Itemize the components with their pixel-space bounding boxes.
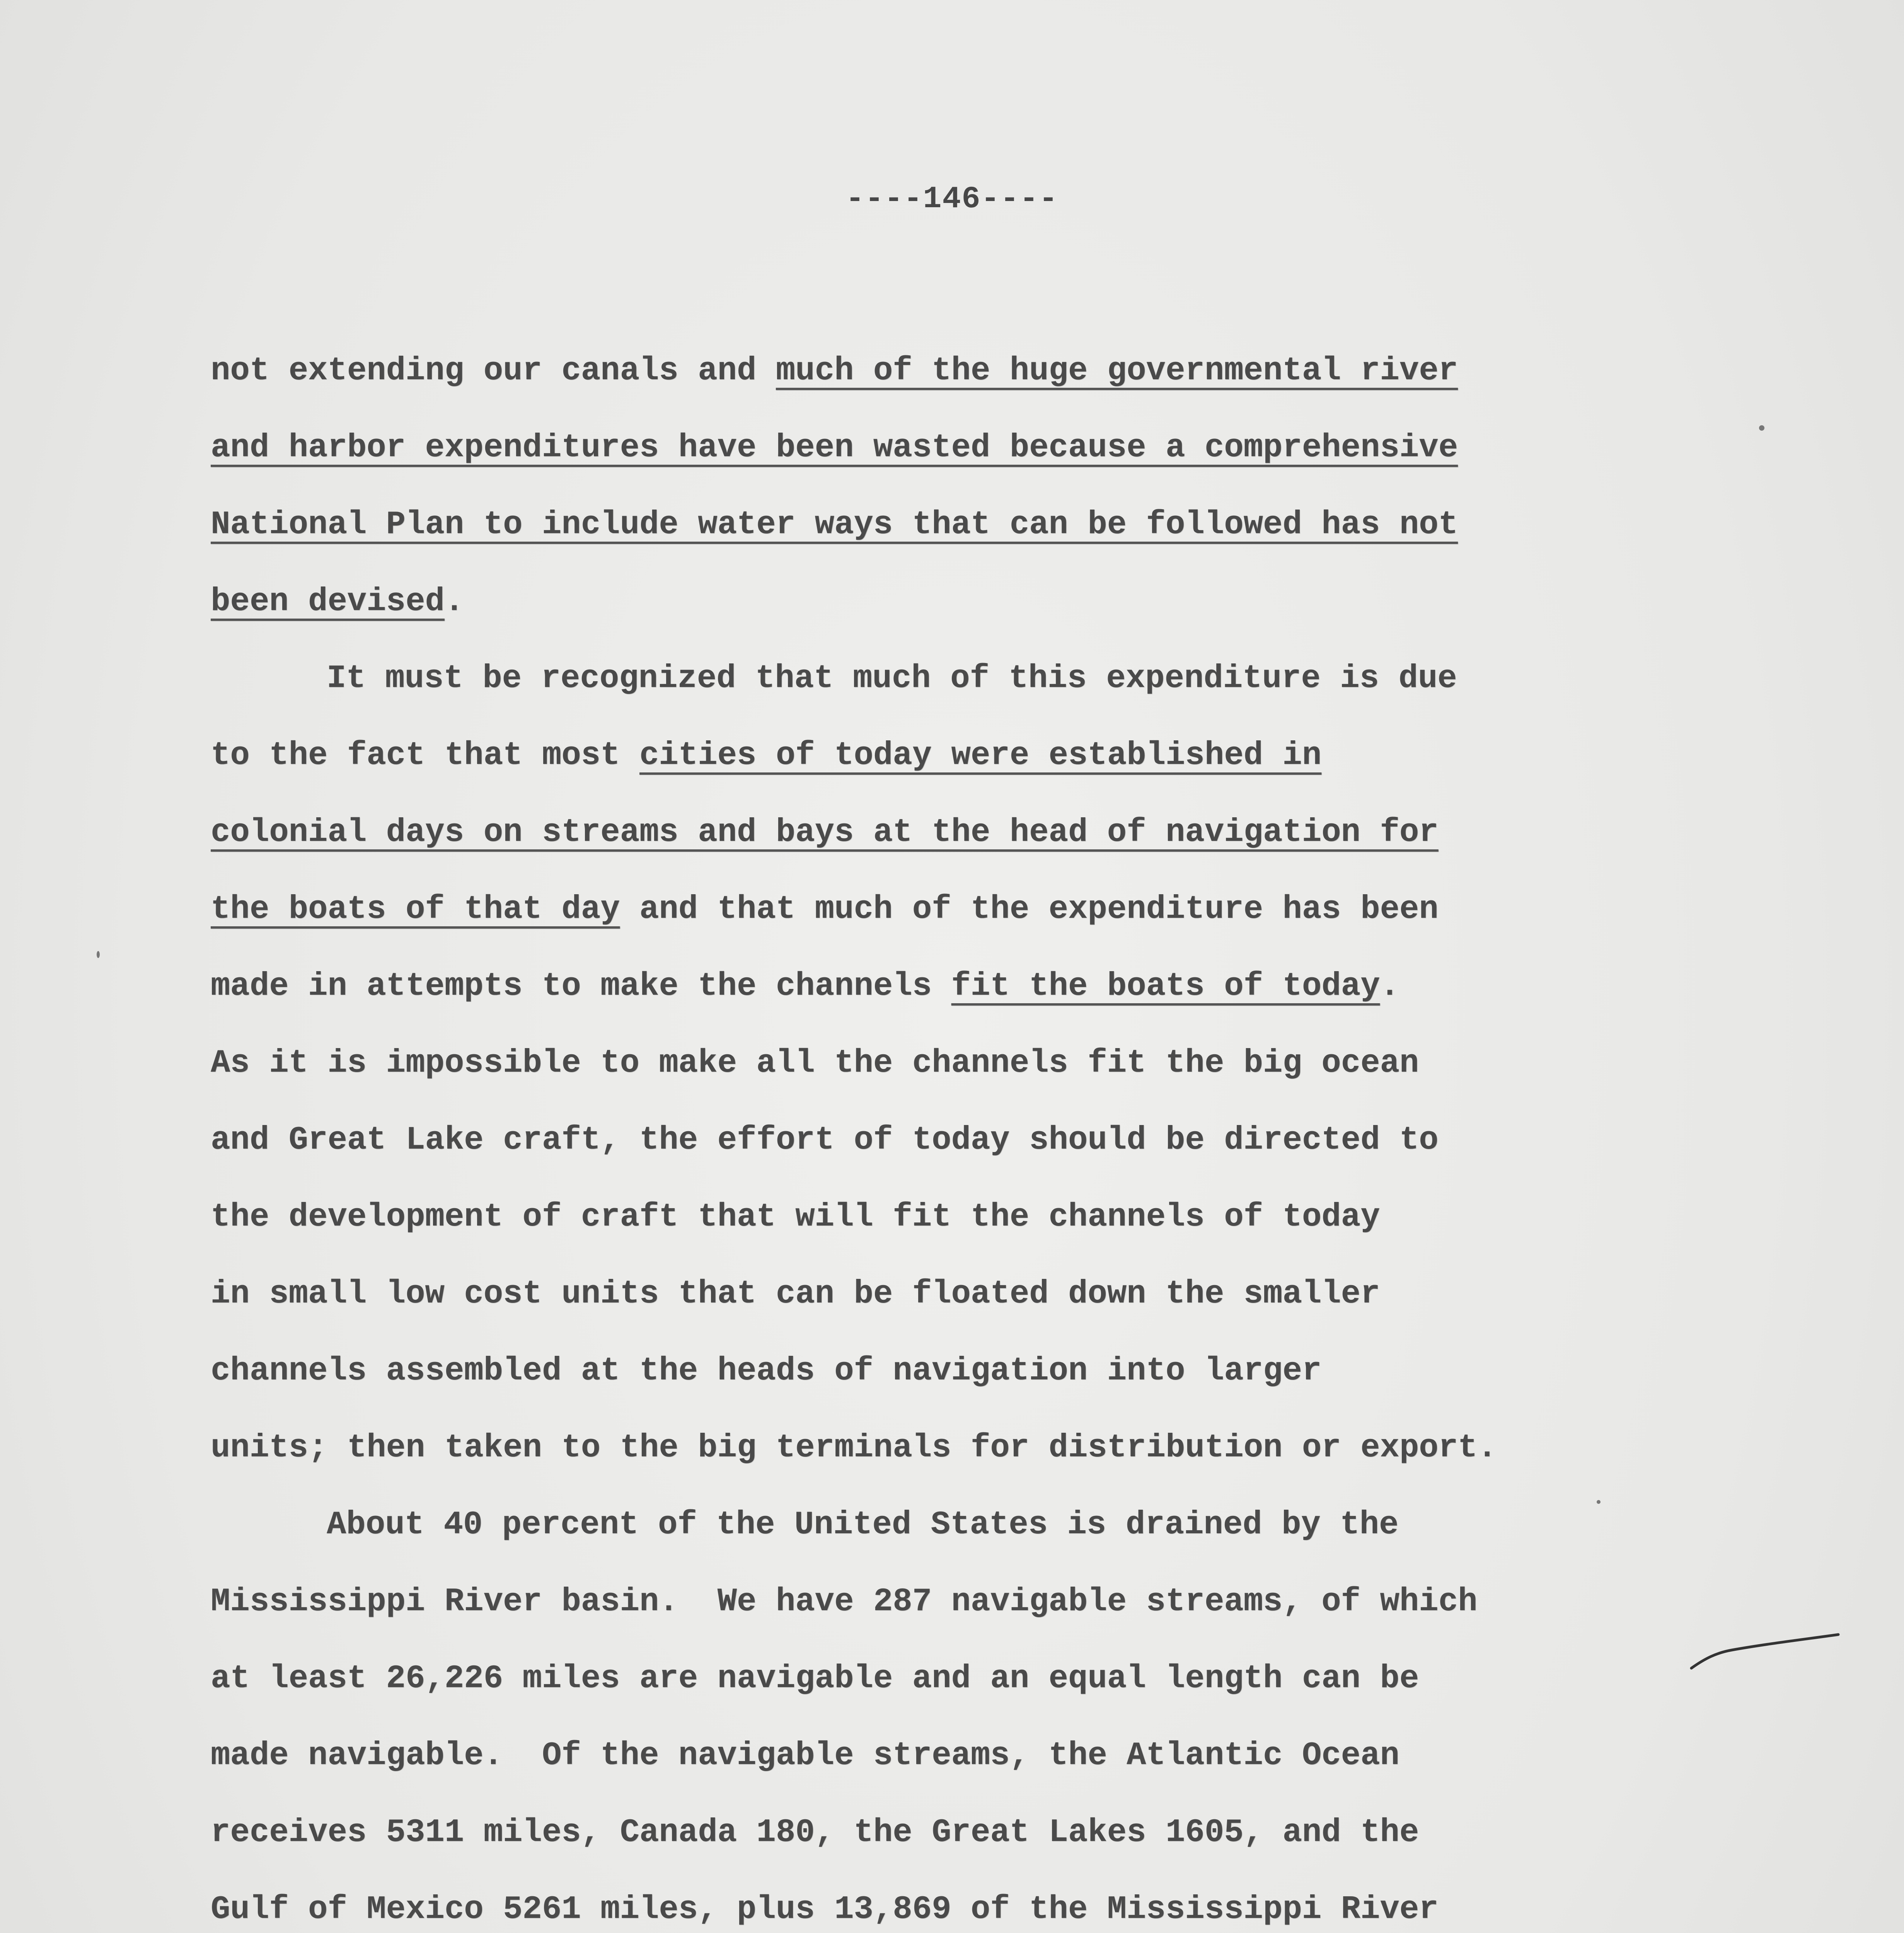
text-line bbox=[211, 1256, 1738, 1333]
text-line bbox=[211, 1717, 1738, 1794]
body-text bbox=[211, 332, 1738, 1933]
underlined-text: colonial days on streams and bays at the head of navigation for bbox=[211, 814, 1439, 851]
underlined-text: the boats of that day bbox=[211, 891, 620, 928]
text-segment: Gulf of Mexico 5261 miles, plus 13,869 of the Mississippi River bbox=[211, 1891, 1439, 1928]
text-line bbox=[211, 948, 1738, 1025]
page-number: ----146---- bbox=[845, 182, 1059, 217]
text-segment: receives 5311 miles, Canada 180, the Great Lakes 1605, and the bbox=[211, 1814, 1419, 1851]
text-line bbox=[211, 1794, 1738, 1871]
text-segment: and Great Lake craft, the effort of today should be directed to bbox=[211, 1122, 1439, 1159]
text-line bbox=[211, 1025, 1738, 1102]
underlined-text: fit the boats of today bbox=[951, 968, 1380, 1005]
underlined-text: cities of today were established in bbox=[639, 737, 1322, 774]
paper-speck bbox=[97, 951, 100, 958]
underlined-text: National Plan to include water ways that can be followed has not bbox=[211, 506, 1458, 543]
text-segment: at least 26,226 miles are navigable and an equal length can be bbox=[211, 1660, 1419, 1697]
text-segment: As it is impossible to make all the channels fit the big ocean bbox=[211, 1045, 1419, 1082]
text-segment: made in attempts to make the channels bbox=[211, 968, 951, 1005]
text-segment: . bbox=[1380, 968, 1399, 1005]
text-segment: in small low cost units that can be floated down the smaller bbox=[211, 1276, 1380, 1313]
text-segment: not extending our canals and bbox=[211, 353, 776, 389]
text-line bbox=[211, 871, 1738, 948]
text-segment: channels assembled at the heads of navigation into larger bbox=[211, 1353, 1322, 1389]
text-line bbox=[211, 794, 1738, 871]
text-segment: Mississippi River basin. We have 287 navigable streams, of which bbox=[211, 1584, 1478, 1620]
text-line bbox=[211, 409, 1738, 486]
text-line bbox=[211, 1102, 1738, 1179]
text-line bbox=[211, 1179, 1738, 1256]
text-segment: units; then taken to the big terminals for distribution or export. bbox=[211, 1430, 1497, 1466]
margin-pen-mark bbox=[1689, 1631, 1840, 1678]
text-segment: About 40 percent of the United States is drained by the bbox=[327, 1507, 1399, 1543]
text-line bbox=[211, 640, 1738, 717]
text-segment: to the fact that most bbox=[211, 737, 639, 774]
underlined-text: much of the huge governmental river bbox=[776, 353, 1458, 389]
text-line bbox=[211, 1486, 1738, 1563]
text-line bbox=[211, 1640, 1738, 1717]
text-segment: . bbox=[444, 583, 464, 620]
text-line bbox=[211, 1333, 1738, 1410]
paper-speck bbox=[1759, 425, 1764, 431]
underlined-text: been devised bbox=[211, 583, 445, 620]
text-line bbox=[211, 486, 1738, 563]
text-line bbox=[211, 1871, 1738, 1933]
text-segment: made navigable. Of the navigable streams, the Atlantic Ocean bbox=[211, 1737, 1399, 1774]
text-line bbox=[211, 563, 1738, 640]
text-line bbox=[211, 1410, 1738, 1486]
text-segment: the development of craft that will fit the channels of today bbox=[211, 1199, 1380, 1236]
text-segment: It must be recognized that much of this expenditure is due bbox=[327, 660, 1457, 697]
text-line bbox=[211, 1563, 1738, 1640]
text-segment: and that much of the expenditure has been bbox=[620, 891, 1439, 928]
paper-speck bbox=[1597, 1500, 1601, 1504]
text-line bbox=[211, 332, 1738, 409]
underlined-text: and harbor expenditures have been wasted because a comprehensive bbox=[211, 430, 1458, 466]
text-line bbox=[211, 717, 1738, 794]
